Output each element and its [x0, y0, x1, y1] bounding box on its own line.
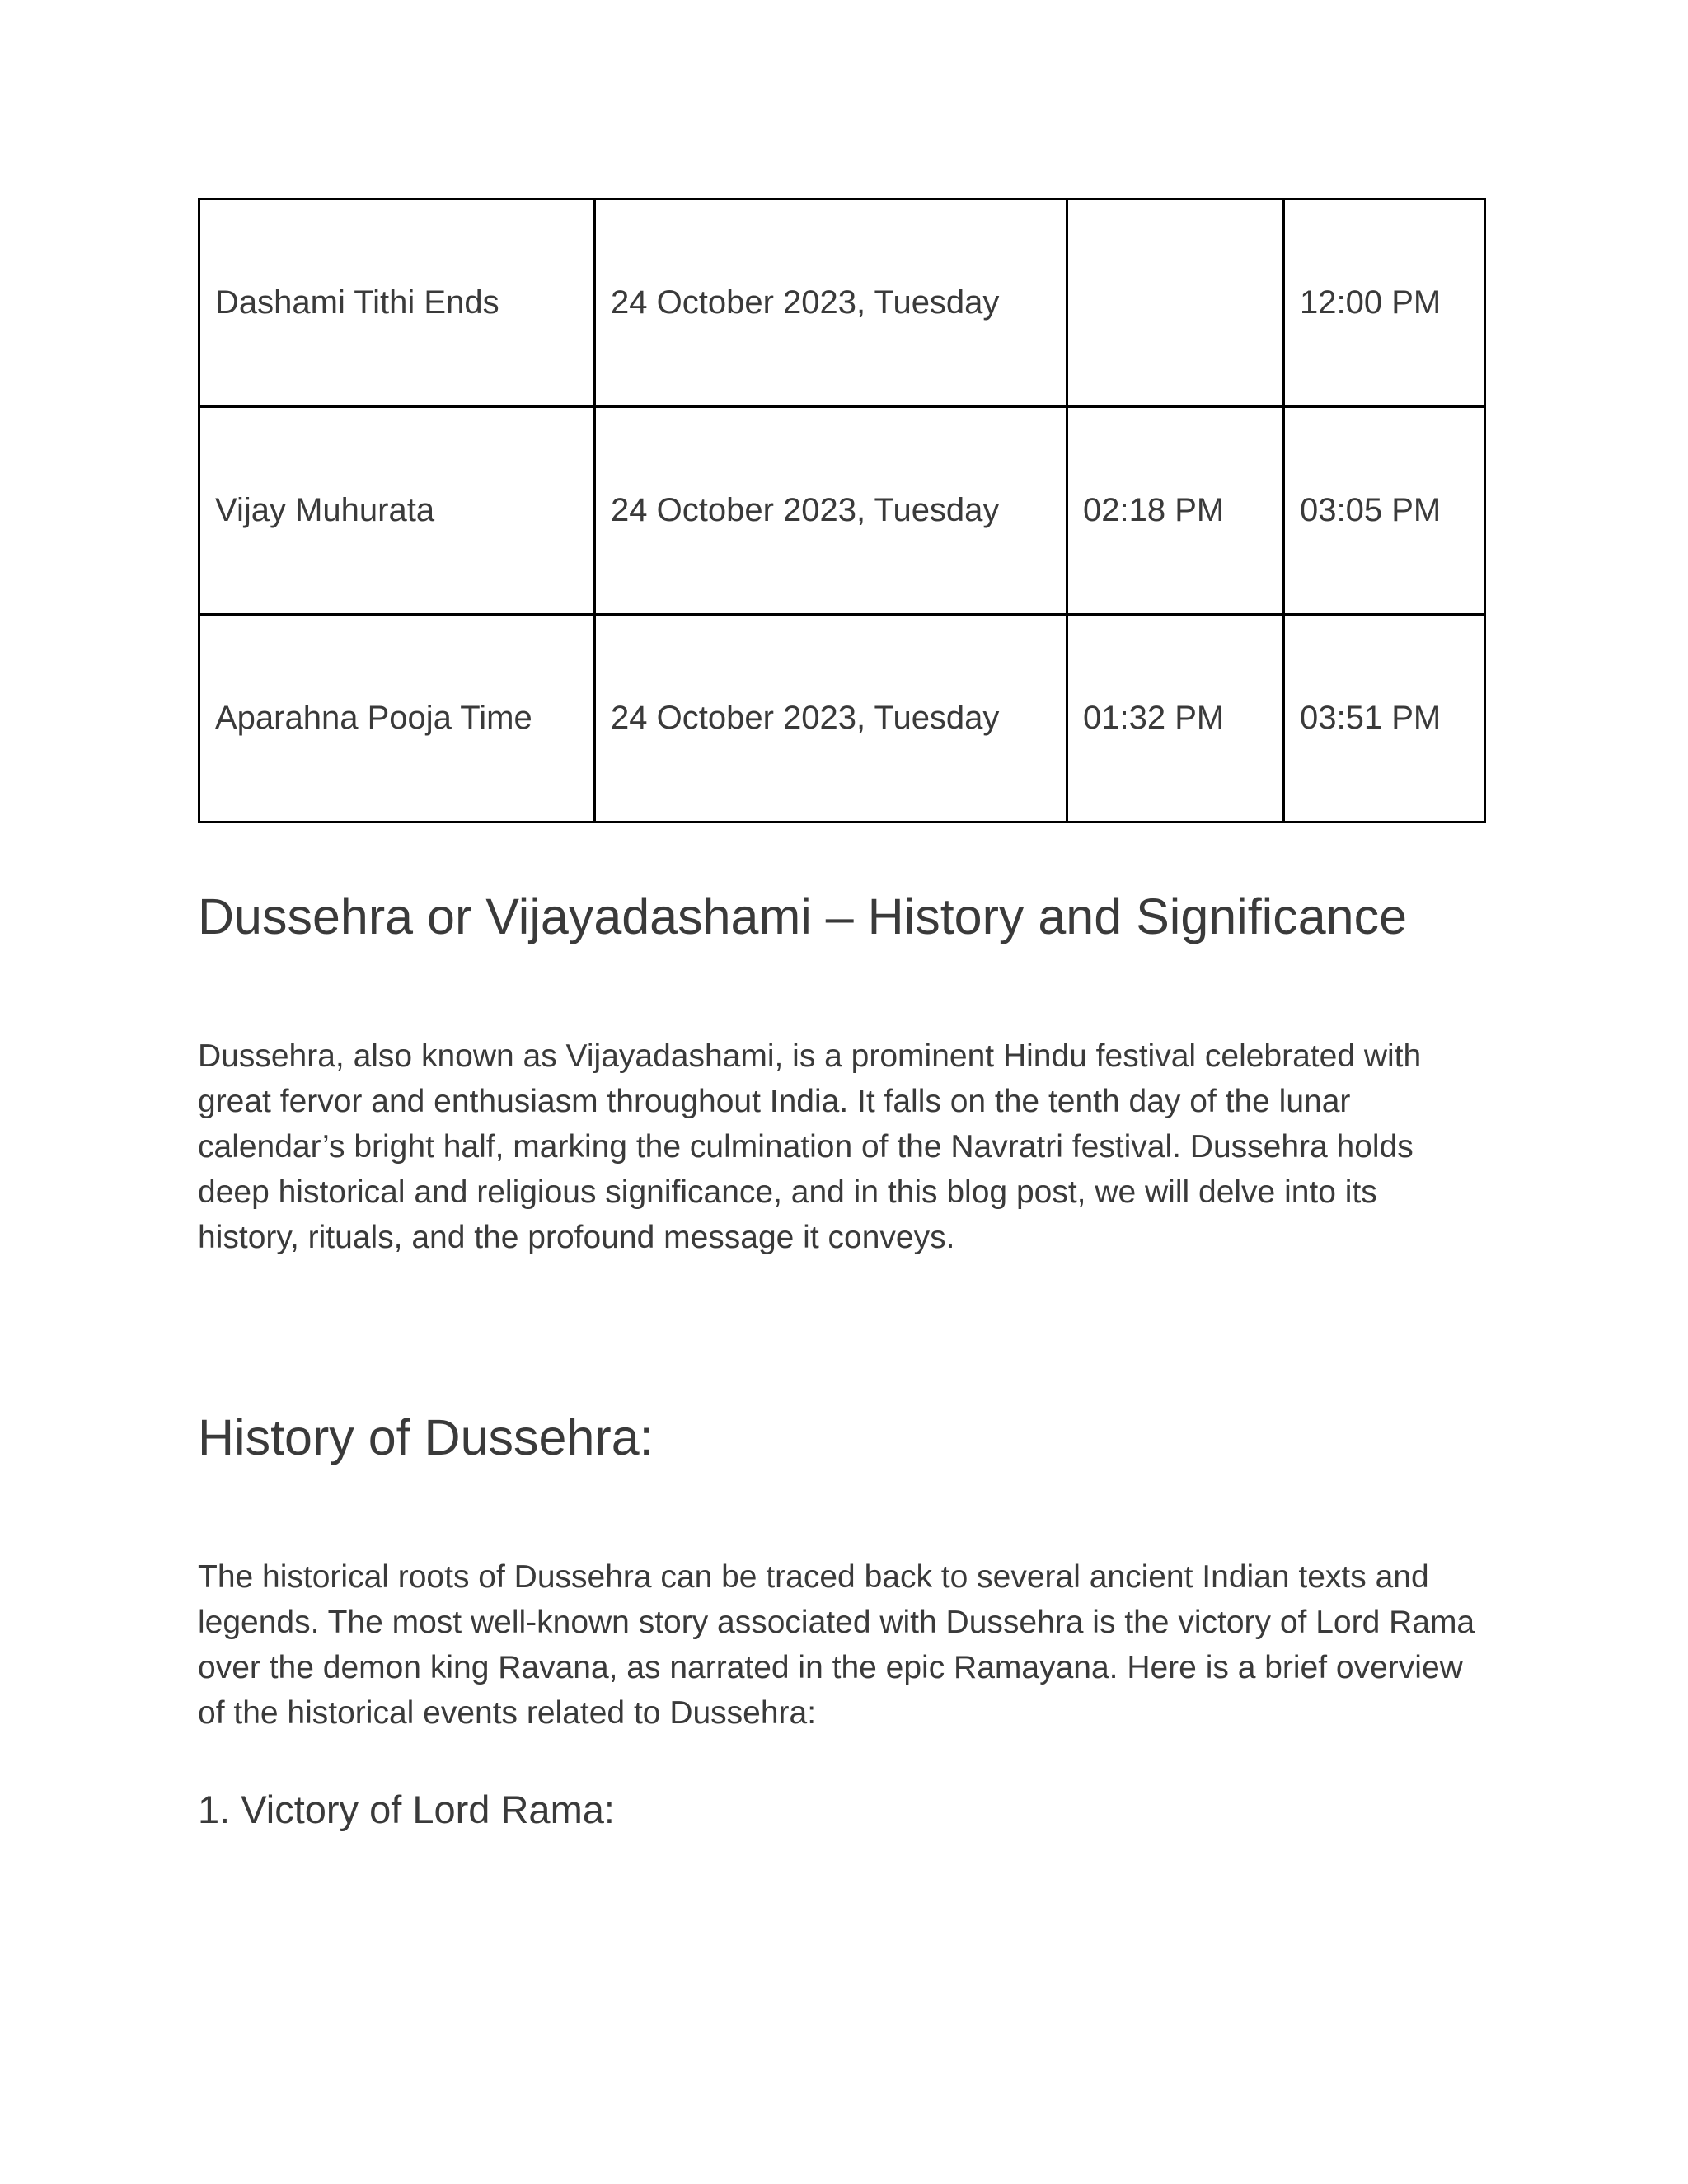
table-cell-start-time: 01:32 PM	[1067, 615, 1284, 823]
table-cell-event: Dashami Tithi Ends	[199, 199, 595, 407]
table-row	[199, 615, 1485, 823]
table-cell-date: 24 October 2023, Tuesday	[595, 199, 1067, 407]
table-cell-start-time: 02:18 PM	[1067, 407, 1284, 615]
table-cell-date: 24 October 2023, Tuesday	[595, 615, 1067, 823]
table-cell-date: 24 October 2023, Tuesday	[595, 407, 1067, 615]
schedule-table	[198, 198, 1486, 823]
table-cell-end-time: 03:51 PM	[1284, 615, 1485, 823]
subheading-victory-of-lord-rama: 1. Victory of Lord Rama:	[198, 1788, 615, 1831]
table-cell-event: Aparahna Pooja Time	[199, 615, 595, 823]
section-heading-history: History of Dussehra:	[198, 1409, 654, 1465]
table-cell-end-time: 12:00 PM	[1284, 199, 1485, 407]
table-row	[199, 199, 1485, 407]
table-cell-end-time: 03:05 PM	[1284, 407, 1485, 615]
history-paragraph: The historical roots of Dussehra can be traced back to several ancient Indian texts and legends. The most well-known story associated with Dussehra is the victory of Lord Rama over the demon king Ravana, as narrated in the epic Ramayana. Here is a brief overview of the historical events related to Dussehra:	[198, 1559, 1475, 1731]
section-heading-significance: Dussehra or Vijayadashami – History and Significance	[198, 888, 1408, 944]
table-cell-start-time	[1067, 199, 1284, 407]
table-cell-event: Vijay Muhurata	[199, 407, 595, 615]
table-row	[199, 407, 1485, 615]
intro-paragraph: Dussehra, also known as Vijayadashami, is a prominent Hindu festival celebrated with great fervor and enthusiasm throughout India. It falls on the tenth day of the lunar calendar’s bright half, marking the culmination of the Navratri festival. Dussehra holds deep historical and religious significance, and in this blog post, we will delve into its history, rituals, and the profound message it conveys.	[198, 1038, 1422, 1255]
